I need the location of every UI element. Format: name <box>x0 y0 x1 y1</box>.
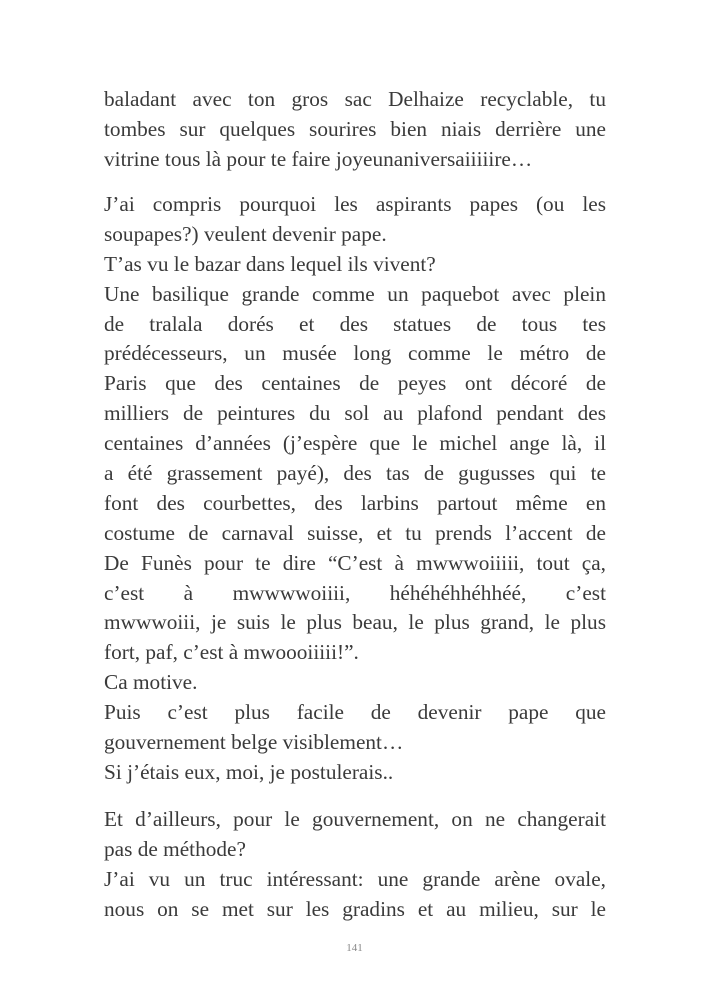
text-line: soupapes?) veulent devenir pape. <box>104 221 387 246</box>
text-line: pas de méthode? <box>104 836 246 861</box>
text-line: Si j’étais eux, moi, je postulerais.. <box>104 759 394 784</box>
text-line: nous on se met sur les gradins et au milieu, sur le <box>104 896 606 921</box>
text-line: Et d’ailleurs, pour le gouvernement, on ne changerait <box>104 807 606 831</box>
text-line: a été grassement payé), des tas de gugusses qui te <box>104 461 606 486</box>
text-line: J’ai compris pourquoi les aspirants papes (ou les <box>104 192 606 216</box>
text-line: tombes sur quelques sourires bien niais derrière une <box>104 116 606 141</box>
text-line: costume de carnaval suisse, et tu prends l’accent de <box>104 520 606 545</box>
text-line: prédécesseurs, un musée long comme le métro de <box>104 341 606 366</box>
text-line: milliers de peintures du sol au plafond pendant des <box>104 401 606 426</box>
text-line: Paris que des centaines de peyes ont décoré de <box>104 371 606 396</box>
page-number: 141 <box>346 942 363 954</box>
text-line: c’est à mwwwwoiiii, héhéhéhhéhhéé, c’est <box>104 580 606 605</box>
text-line: Puis c’est plus facile de devenir pape que <box>104 700 606 725</box>
text-line: J’ai vu un truc intéressant: une grande arène ovale, <box>104 866 606 891</box>
text-line: centaines d’années (j’espère que le michel ange là, il <box>104 431 606 456</box>
text-line: Une basilique grande comme un paquebot avec plein <box>104 281 606 306</box>
paragraph-1 <box>104 85 606 175</box>
paragraph-3 <box>104 805 606 925</box>
paragraph-2 <box>104 190 606 788</box>
text-line: Ca motive. <box>104 670 198 695</box>
text-line: T’as vu le bazar dans lequel ils vivent? <box>104 251 436 276</box>
text-line: vitrine tous là pour te faire joyeunaniversaiiiiire… <box>104 146 533 171</box>
text-line: gouvernement belge visiblement… <box>104 730 404 755</box>
text-line: font des courbettes, des larbins partout même en <box>104 490 606 515</box>
text-line: mwwwoiii, je suis le plus beau, le plus grand, le plus <box>104 610 606 635</box>
text-line: baladant avec ton gros sac Delhaize recyclable, tu <box>104 87 606 111</box>
text-line: fort, paf, c’est à mwoooiiiii!”. <box>104 640 359 665</box>
text-line: de tralala dorés et des statues de tous tes <box>104 311 606 336</box>
text-line: De Funès pour te dire “C’est à mwwwoiiiii, tout ça, <box>104 550 606 575</box>
